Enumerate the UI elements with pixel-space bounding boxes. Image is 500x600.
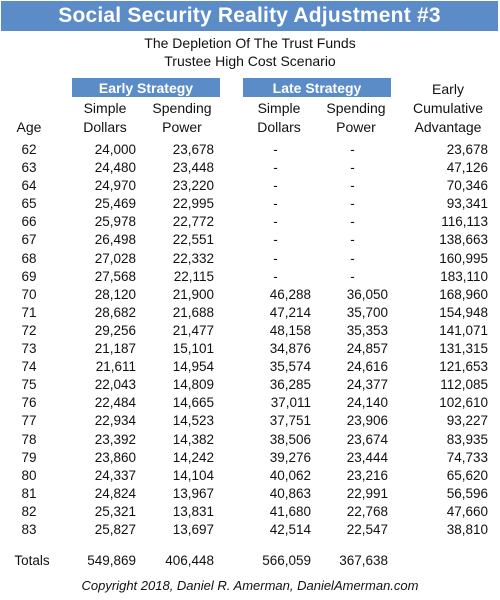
late-spending-cell: 23,674	[346, 431, 388, 447]
subtitle-scenario: Trustee High Cost Scenario	[164, 53, 336, 69]
late-simple-cell: 40,062	[269, 467, 311, 483]
cumulative-advantage-header	[400, 80, 496, 137]
title-banner	[1, 1, 498, 31]
age-cell: 70	[21, 286, 37, 302]
cumulative-header-line1: Early	[432, 81, 464, 97]
early-simple-cell: 24,337	[94, 467, 136, 483]
early-spending-cell: 14,665	[172, 395, 214, 411]
early-simple-header	[66, 99, 144, 137]
early-simple-header-line2: Dollars	[83, 119, 127, 135]
table-row	[0, 412, 500, 430]
late-simple-cell: 34,876	[269, 341, 311, 357]
age-header: Age	[16, 119, 42, 135]
late-spending-cell: 22,768	[346, 503, 388, 519]
late-spending-cell: -	[350, 250, 355, 266]
age-cell: 68	[21, 250, 37, 266]
late-spending-cell: 22,547	[346, 521, 388, 537]
late-spending-cell: 23,216	[346, 467, 388, 483]
early-spending-cell: 14,104	[172, 467, 214, 483]
early-spending-cell: 21,477	[172, 322, 214, 338]
cumulative-advantage-cell: 168,960	[439, 286, 488, 302]
early-spending-header-line2: Power	[162, 119, 202, 135]
age-cell: 82	[21, 503, 37, 519]
table-row	[0, 195, 500, 213]
cumulative-advantage-cell: 141,071	[439, 322, 488, 338]
late-simple-cell: -	[273, 232, 278, 248]
table-row	[0, 286, 500, 304]
late-simple-cell: -	[273, 142, 278, 157]
table-row	[0, 394, 500, 412]
late-spending-cell: -	[350, 178, 355, 194]
table-row	[0, 449, 500, 467]
early-spending-header	[143, 99, 221, 137]
late-simple-header-line2: Dollars	[257, 119, 301, 135]
late-simple-cell: 39,276	[269, 449, 311, 465]
late-spending-cell: -	[350, 214, 355, 230]
table-row	[0, 159, 500, 177]
late-spending-cell: 23,444	[346, 449, 388, 465]
totals-row	[0, 552, 500, 570]
late-simple-header	[240, 99, 318, 137]
late-simple-cell: -	[273, 178, 278, 194]
table-row	[0, 503, 500, 521]
late-simple-cell: 40,863	[269, 485, 311, 501]
early-spending-cell: 15,101	[172, 341, 214, 357]
age-cell: 83	[21, 521, 37, 537]
cumulative-advantage-cell: 74,733	[446, 449, 488, 465]
age-cell: 80	[21, 467, 37, 483]
late-spending-cell: 24,377	[346, 377, 388, 393]
early-simple-cell: 22,934	[94, 413, 136, 429]
early-spending-cell: 14,382	[172, 431, 214, 447]
page-title: Social Security Reality Adjustment #3	[58, 4, 441, 27]
table-row	[0, 231, 500, 249]
cumulative-advantage-cell: 47,126	[446, 160, 488, 176]
late-spending-cell: 35,700	[346, 304, 388, 320]
age-cell: 73	[21, 341, 37, 357]
late-spending-cell: 24,616	[346, 359, 388, 375]
early-simple-cell: 25,321	[94, 503, 136, 519]
late-spending-cell: 23,906	[346, 413, 388, 429]
table-row	[0, 376, 500, 394]
early-spending-cell: 21,900	[172, 286, 214, 302]
age-cell: 78	[21, 431, 37, 447]
total-early-simple: 549,869	[87, 553, 136, 568]
early-simple-cell: 25,827	[94, 521, 136, 537]
cumulative-advantage-cell: 38,810	[446, 521, 488, 537]
early-spending-cell: 22,995	[172, 196, 214, 212]
age-cell: 63	[21, 160, 37, 176]
early-spending-cell: 14,523	[172, 413, 214, 429]
late-spending-cell: -	[350, 160, 355, 176]
table-row	[0, 431, 500, 449]
cumulative-header-line3: Advantage	[414, 119, 482, 135]
late-strategy-header: Late Strategy	[243, 78, 391, 97]
cumulative-advantage-cell: 154,948	[439, 304, 488, 320]
late-simple-cell: 38,506	[269, 431, 311, 447]
late-simple-cell: 48,158	[269, 322, 311, 338]
late-simple-cell: -	[273, 196, 278, 212]
early-simple-cell: 26,498	[94, 232, 136, 248]
cumulative-advantage-cell: 65,620	[446, 467, 488, 483]
early-spending-cell: 23,220	[172, 178, 214, 194]
late-spending-cell: 24,140	[346, 395, 388, 411]
cumulative-advantage-cell: 183,110	[440, 268, 488, 284]
early-spending-cell: 22,332	[172, 250, 214, 266]
age-cell: 74	[21, 359, 37, 375]
total-early-spending: 406,448	[165, 553, 214, 568]
late-spending-cell: -	[350, 142, 355, 157]
table-row	[0, 340, 500, 358]
early-simple-cell: 28,682	[94, 304, 136, 320]
early-spending-cell: 13,967	[172, 485, 214, 501]
cumulative-advantage-cell: 70,346	[446, 178, 488, 194]
table-row	[0, 521, 500, 539]
cumulative-header-line2: Cumulative	[412, 100, 484, 116]
early-simple-header-line1: Simple	[83, 100, 127, 116]
age-cell: 79	[21, 449, 37, 465]
cumulative-advantage-cell: 93,341	[446, 196, 488, 212]
early-simple-cell: 28,120	[94, 286, 136, 302]
cumulative-advantage-cell: 83,935	[446, 431, 488, 447]
cumulative-advantage-cell: 116,113	[441, 214, 488, 230]
early-simple-cell: 24,000	[94, 142, 136, 157]
early-spending-cell: 22,551	[172, 232, 214, 248]
table-row	[0, 358, 500, 376]
early-spending-cell: 13,831	[172, 503, 214, 519]
early-simple-cell: 24,824	[94, 485, 136, 501]
late-simple-cell: 37,751	[269, 413, 311, 429]
table-row	[0, 177, 500, 195]
late-spending-cell: 35,353	[346, 322, 388, 338]
late-simple-cell: 46,288	[269, 286, 311, 302]
early-simple-cell: 27,568	[94, 268, 136, 284]
age-cell: 64	[21, 178, 37, 194]
table-row	[0, 304, 500, 322]
late-spending-cell: 36,050	[346, 286, 388, 302]
early-simple-cell: 21,187	[94, 341, 136, 357]
early-simple-cell: 27,028	[94, 250, 136, 266]
late-simple-cell: 37,011	[270, 395, 311, 411]
table-row	[0, 213, 500, 231]
late-spending-header-line2: Power	[336, 119, 376, 135]
late-spending-header	[317, 99, 395, 137]
cumulative-advantage-cell: 131,315	[439, 341, 488, 357]
early-spending-cell: 22,772	[172, 214, 214, 230]
early-simple-cell: 22,484	[94, 395, 136, 411]
age-cell: 67	[21, 232, 37, 248]
early-spending-cell: 14,809	[172, 377, 214, 393]
early-spending-cell: 21,688	[172, 304, 214, 320]
cumulative-advantage-cell: 93,227	[446, 413, 488, 429]
age-cell: 65	[21, 196, 37, 212]
late-simple-cell: 42,514	[269, 521, 311, 537]
table-row	[0, 467, 500, 485]
cumulative-advantage-cell: 47,660	[446, 503, 488, 519]
cumulative-advantage-cell: 160,995	[439, 250, 488, 266]
late-spending-cell: -	[350, 232, 355, 248]
early-simple-cell: 22,043	[94, 377, 136, 393]
late-simple-cell: -	[273, 214, 278, 230]
early-simple-cell: 21,611	[95, 359, 136, 375]
table-row	[0, 268, 500, 286]
late-simple-cell: 36,285	[269, 377, 311, 393]
age-cell: 72	[21, 322, 37, 338]
totals-label: Totals	[14, 553, 50, 568]
cumulative-advantage-cell: 23,678	[446, 142, 488, 157]
data-table-body	[0, 141, 500, 539]
late-simple-cell: 47,214	[269, 304, 311, 320]
table-row	[0, 141, 500, 159]
early-simple-cell: 25,469	[94, 196, 136, 212]
early-strategy-header: Early Strategy	[72, 78, 220, 97]
table-row	[0, 322, 500, 340]
early-spending-cell: 23,678	[172, 142, 214, 157]
age-cell: 71	[21, 304, 37, 320]
total-late-spending: 367,638	[339, 553, 388, 568]
late-spending-cell: 24,857	[346, 341, 388, 357]
early-spending-header-line1: Spending	[152, 100, 212, 116]
age-cell: 69	[21, 268, 37, 284]
cumulative-advantage-cell: 112,085	[440, 377, 488, 393]
early-simple-cell: 23,860	[94, 449, 136, 465]
table-row	[0, 250, 500, 268]
cumulative-advantage-cell: 102,610	[439, 395, 488, 411]
early-spending-cell: 14,954	[172, 359, 214, 375]
early-simple-cell: 25,978	[94, 214, 136, 230]
early-spending-cell: 13,697	[172, 521, 214, 537]
cumulative-advantage-cell: 121,653	[439, 359, 488, 375]
age-cell: 66	[21, 214, 37, 230]
total-late-simple: 566,059	[262, 553, 311, 568]
age-cell: 77	[21, 413, 37, 429]
age-cell: 75	[21, 377, 37, 393]
age-cell: 76	[21, 395, 37, 411]
copyright-footer: Copyright 2018, Daniel R. Amerman, DanielAmerman.com	[81, 578, 419, 593]
early-spending-cell: 14,242	[172, 449, 214, 465]
late-simple-cell: 41,680	[269, 503, 311, 519]
late-simple-cell: 35,574	[269, 359, 311, 375]
age-cell: 81	[21, 485, 37, 501]
cumulative-advantage-cell: 56,596	[446, 485, 488, 501]
early-simple-cell: 23,392	[94, 431, 136, 447]
late-simple-cell: -	[273, 250, 278, 266]
early-simple-cell: 24,480	[94, 160, 136, 176]
early-simple-cell: 24,970	[94, 178, 136, 194]
early-spending-cell: 23,448	[172, 160, 214, 176]
table-row	[0, 485, 500, 503]
late-spending-cell: -	[350, 268, 355, 284]
late-spending-cell: 22,991	[346, 485, 388, 501]
age-cell: 62	[21, 142, 37, 157]
late-simple-cell: -	[273, 160, 278, 176]
early-spending-cell: 22,115	[173, 268, 214, 284]
cumulative-advantage-cell: 138,663	[439, 232, 488, 248]
late-spending-header-line1: Spending	[326, 100, 386, 116]
early-simple-cell: 29,256	[94, 322, 136, 338]
late-simple-cell: -	[273, 268, 278, 284]
late-simple-header-line1: Simple	[257, 100, 301, 116]
late-spending-cell: -	[350, 196, 355, 212]
subtitle-depletion: The Depletion Of The Trust Funds	[144, 35, 356, 51]
